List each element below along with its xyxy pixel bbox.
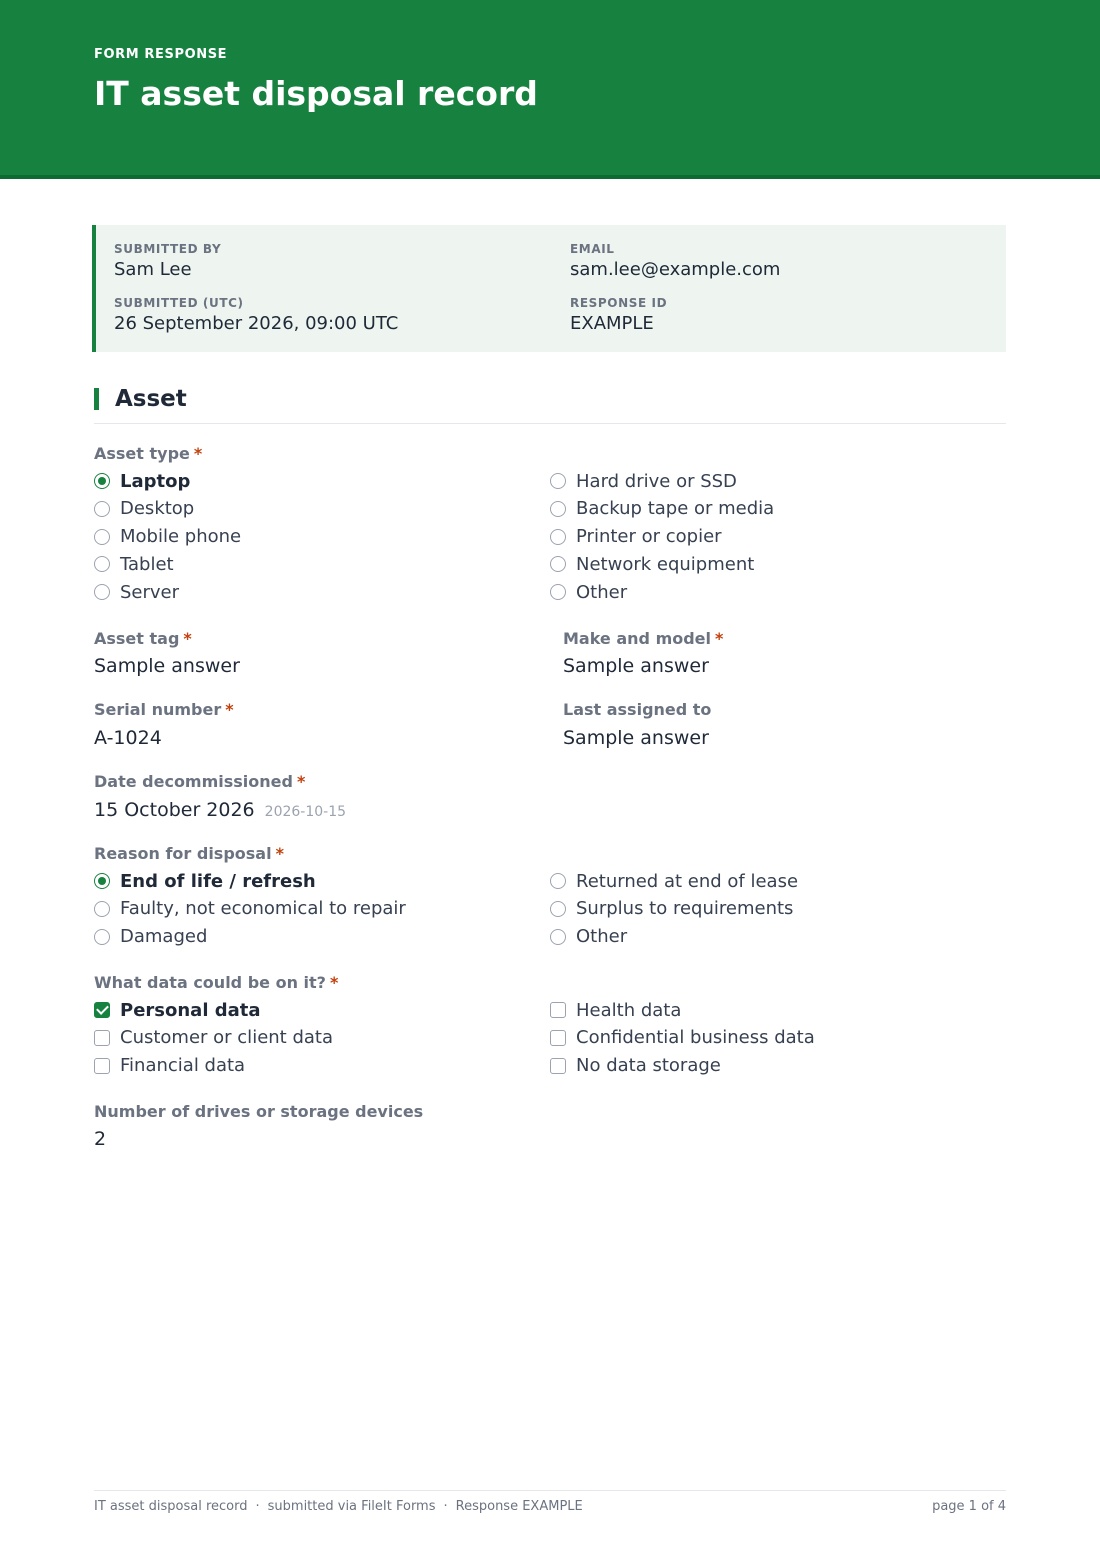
question-label: Serial number bbox=[94, 700, 222, 719]
footer-separator: · bbox=[255, 1499, 260, 1514]
question-label: Reason for disposal bbox=[94, 844, 272, 863]
radio-option-laptop[interactable] bbox=[94, 469, 190, 493]
page-title: IT asset disposal record bbox=[94, 74, 538, 113]
radio-unselected-icon[interactable] bbox=[94, 556, 110, 572]
option-label: Printer or copier bbox=[576, 526, 722, 548]
question-last-assigned bbox=[563, 700, 711, 720]
radio-option-backup-tape-or-media[interactable] bbox=[550, 497, 774, 521]
footer-via: submitted via FileIt Forms bbox=[267, 1499, 436, 1514]
checkbox-unchecked-icon[interactable] bbox=[550, 1058, 566, 1074]
radio-unselected-icon[interactable] bbox=[550, 556, 566, 572]
required-mark: * bbox=[183, 629, 192, 648]
checkbox-unchecked-icon[interactable] bbox=[94, 1058, 110, 1074]
option-label: Customer or client data bbox=[120, 1027, 333, 1049]
meta-value: EXAMPLE bbox=[570, 313, 654, 334]
footer-response: Response EXAMPLE bbox=[455, 1499, 583, 1514]
option-label: Server bbox=[120, 581, 180, 603]
radio-unselected-icon[interactable] bbox=[550, 901, 566, 917]
required-mark: * bbox=[296, 772, 306, 791]
radio-unselected-icon[interactable] bbox=[94, 901, 110, 917]
checkbox-option-confidential-business-data[interactable] bbox=[550, 1026, 815, 1050]
answer-make-model: Sample answer bbox=[563, 655, 709, 677]
radio-unselected-icon[interactable] bbox=[94, 929, 110, 945]
radio-option-network-equipment[interactable] bbox=[550, 552, 754, 576]
required-mark: * bbox=[225, 700, 234, 719]
checkbox-option-health-data[interactable] bbox=[550, 998, 681, 1022]
option-label: Financial data bbox=[120, 1055, 246, 1077]
radio-selected-icon[interactable] bbox=[94, 873, 110, 889]
question-label: Date decommissioned bbox=[94, 772, 293, 791]
meta-value: sam.lee@example.com bbox=[570, 259, 781, 280]
radio-option-damaged[interactable] bbox=[94, 925, 207, 949]
checkbox-option-no-data-storage[interactable] bbox=[550, 1054, 721, 1078]
question-asset-type bbox=[94, 444, 202, 464]
footer-info bbox=[94, 1499, 583, 1514]
question-label: Number of drives or storage devices bbox=[94, 1102, 424, 1121]
option-label: Backup tape or media bbox=[576, 498, 775, 520]
radio-option-desktop[interactable] bbox=[94, 497, 194, 521]
required-mark: * bbox=[715, 629, 724, 648]
option-label: No data storage bbox=[576, 1055, 721, 1077]
submission-meta-panel bbox=[92, 225, 1006, 352]
option-label: Faulty, not economical to repair bbox=[120, 898, 406, 920]
checkbox-checked-icon[interactable] bbox=[94, 1002, 110, 1018]
radio-option-returned-at-end-of-lease[interactable] bbox=[550, 869, 798, 893]
meta-value: 26 September 2026, 09:00 UTC bbox=[114, 313, 399, 334]
section-title: Asset bbox=[115, 386, 187, 412]
required-mark: * bbox=[193, 444, 203, 463]
radio-option-tablet[interactable] bbox=[94, 552, 174, 576]
checkbox-option-personal-data[interactable] bbox=[94, 998, 261, 1022]
checkbox-unchecked-icon[interactable] bbox=[550, 1002, 566, 1018]
question-label: Last assigned to bbox=[563, 700, 712, 719]
checkbox-unchecked-icon[interactable] bbox=[550, 1030, 566, 1046]
header-eyebrow: FORM RESPONSE bbox=[94, 47, 228, 62]
radio-option-server[interactable] bbox=[94, 580, 179, 604]
meta-response-id bbox=[570, 296, 667, 335]
option-label: Hard drive or SSD bbox=[576, 470, 737, 492]
meta-value: Sam Lee bbox=[114, 259, 192, 280]
option-label: Returned at end of lease bbox=[576, 870, 799, 892]
meta-email bbox=[570, 242, 780, 281]
answer-asset-tag: Sample answer bbox=[94, 655, 240, 677]
question-label: Make and model bbox=[563, 629, 712, 648]
option-label: Surplus to requirements bbox=[576, 898, 794, 920]
checkbox-option-financial-data[interactable] bbox=[94, 1054, 245, 1078]
radio-option-other[interactable] bbox=[550, 925, 627, 949]
meta-submitted-by bbox=[114, 242, 221, 281]
radio-option-mobile-phone[interactable] bbox=[94, 525, 241, 549]
footer-page-number: page 1 of 4 bbox=[932, 1499, 1006, 1514]
meta-label: EMAIL bbox=[570, 242, 615, 256]
question-reason bbox=[94, 844, 284, 864]
radio-unselected-icon[interactable] bbox=[550, 501, 566, 517]
option-label: Tablet bbox=[120, 553, 174, 575]
date-iso: 2026-10-15 bbox=[264, 804, 347, 820]
answer-serial-number: A-1024 bbox=[94, 727, 162, 749]
radio-option-printer-or-copier[interactable] bbox=[550, 525, 722, 549]
answer-last-assigned: Sample answer bbox=[563, 727, 709, 749]
question-label: What data could be on it? bbox=[94, 973, 326, 992]
option-label: Desktop bbox=[120, 498, 195, 520]
question-asset-tag bbox=[94, 629, 192, 649]
question-serial-number bbox=[94, 700, 234, 720]
page-footer bbox=[94, 1490, 1006, 1514]
option-label: Other bbox=[576, 581, 628, 603]
form-header bbox=[0, 0, 1100, 179]
question-make-model bbox=[563, 629, 723, 649]
checkbox-option-customer-or-client-data[interactable] bbox=[94, 1026, 333, 1050]
radio-option-other[interactable] bbox=[550, 580, 627, 604]
radio-option-end-of-life-refresh[interactable] bbox=[94, 869, 316, 893]
option-label: Confidential business data bbox=[576, 1027, 815, 1049]
checkbox-unchecked-icon[interactable] bbox=[94, 1030, 110, 1046]
meta-submitted-utc bbox=[114, 296, 398, 335]
date-value: 15 October 2026 bbox=[94, 799, 255, 821]
answer-drives: 2 bbox=[94, 1128, 107, 1150]
question-label: Asset tag bbox=[94, 629, 180, 648]
footer-form-name: IT asset disposal record bbox=[94, 1499, 248, 1514]
question-data-types bbox=[94, 973, 338, 993]
meta-label: SUBMITTED (UTC) bbox=[114, 296, 244, 310]
option-label: End of life / refresh bbox=[120, 870, 316, 892]
radio-option-faulty-not-economical-to-repair[interactable] bbox=[94, 897, 406, 921]
option-label: Damaged bbox=[120, 926, 208, 948]
required-mark: * bbox=[275, 844, 284, 863]
radio-unselected-icon[interactable] bbox=[550, 929, 566, 945]
question-date-decommissioned bbox=[94, 772, 305, 792]
radio-selected-icon[interactable] bbox=[94, 473, 110, 489]
option-label: Laptop bbox=[120, 470, 191, 492]
option-label: Mobile phone bbox=[120, 526, 242, 548]
radio-unselected-icon[interactable] bbox=[94, 501, 110, 517]
option-label: Network equipment bbox=[576, 553, 755, 575]
required-mark: * bbox=[329, 973, 339, 992]
section-accent-bar bbox=[94, 388, 99, 410]
question-label: Asset type bbox=[94, 444, 190, 463]
radio-option-hard-drive-or-ssd[interactable] bbox=[550, 469, 737, 493]
option-label: Other bbox=[576, 926, 628, 948]
footer-separator: · bbox=[443, 1499, 448, 1514]
question-drives bbox=[94, 1102, 423, 1122]
meta-label: RESPONSE ID bbox=[570, 296, 668, 310]
radio-option-surplus-to-requirements[interactable] bbox=[550, 897, 793, 921]
radio-unselected-icon[interactable] bbox=[550, 873, 566, 889]
section-header-asset bbox=[94, 384, 1006, 424]
radio-unselected-icon[interactable] bbox=[550, 473, 566, 489]
radio-unselected-icon[interactable] bbox=[94, 584, 110, 600]
radio-unselected-icon[interactable] bbox=[94, 529, 110, 545]
option-label: Personal data bbox=[120, 999, 261, 1021]
answer-date-decommissioned bbox=[94, 798, 346, 824]
radio-unselected-icon[interactable] bbox=[550, 529, 566, 545]
meta-label: SUBMITTED BY bbox=[114, 242, 222, 256]
radio-unselected-icon[interactable] bbox=[550, 584, 566, 600]
option-label: Health data bbox=[576, 999, 682, 1021]
